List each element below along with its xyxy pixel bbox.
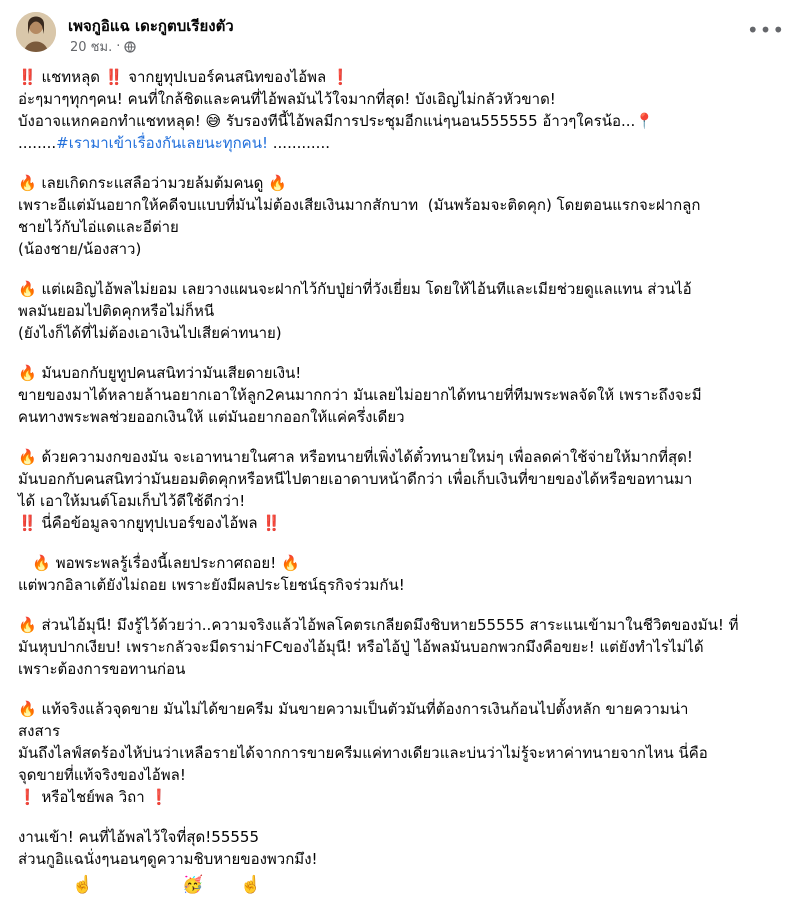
paragraph-2 xyxy=(18,172,783,260)
post-body xyxy=(18,66,783,898)
party-face-emoji: 🥳 xyxy=(182,875,204,895)
post-line: 🔥 มันบอกกับยูทูปคนสนิทว่ามันเสียดายเงิน! xyxy=(18,364,302,382)
post-line: แต่พวกอิลาเต้ยังไม่ถอย เพราะยังมีผลประโยชน์ธุรกิจร่วมกัน! xyxy=(18,576,405,594)
globe-icon xyxy=(124,41,136,53)
post-line: จุดขายที่แท้จริงของไอ้พล! xyxy=(18,766,186,784)
meta-separator: · xyxy=(116,39,121,54)
hashtag-suffix: ............ xyxy=(268,134,330,152)
post-line: ส่วนกูอิแฉนั่งๆนอนๆดูความชิบหายของพวกมึง! xyxy=(18,850,318,868)
hashtag-link[interactable]: #เรามาเข้าเรื่องกันเลยนะทุกคน! xyxy=(56,134,268,152)
post-header xyxy=(16,12,784,60)
post-line: เพราะอีแต่มันอยากให้คดีจบแบบที่มันไม่ต้องเสียเงินมากสักบาท (มันพร้อมจะติดคุก) โดยตอนแรกจะฝากลูก xyxy=(18,196,701,214)
author-avatar[interactable] xyxy=(16,12,56,52)
paragraph-1 xyxy=(18,66,783,154)
post-line: 🔥 ส่วนไอ้มุนี! มึงรู้ไว้ด้วยว่า..ความจริงแล้วไอ้พลโคตรเกลียดมึงชิบหาย55555 สาระแนเข้ามาในชีวิตของมัน! ที่ xyxy=(18,616,739,634)
post-line: 🔥 เลยเกิดกระแสลือว่ามวยล้มต้มคนดู 🔥 xyxy=(18,174,287,192)
paragraph-6 xyxy=(18,552,783,596)
post-line: 🔥 ด้วยความงกของมัน จะเอาทนายในศาล หรือทนายที่เพิ่งได้ตั๋วทนายใหม่ๆ เพื่อลดค่าใช้จ่ายให้มากที่สุด! xyxy=(18,448,693,466)
paragraph-7 xyxy=(18,614,783,680)
post-line: มันบอกกับคนสนิทว่ามันยอมติดคุกหรือหนีไปตายเอาดาบหน้าดีกว่า เพื่อเก็บเงินที่ขายของได้หรือขอทานมา xyxy=(18,470,693,488)
post-line: มันหุบปากเงียบ! เพราะกลัวจะมีดราม่าFCของไอ้มุนี! หรือไอ้ปู่ ไอ้พลมันบอกพวกมึงคือขยะ! แต่ยังทำไรไม่ได้ xyxy=(18,638,704,656)
post-time[interactable]: 20 ชม. xyxy=(70,40,113,55)
hashtag-prefix: ........ xyxy=(18,134,57,152)
pointing-up-emoji: ☝️ xyxy=(72,875,94,895)
post-line: สงสาร xyxy=(18,722,61,740)
post-line: ขายของมาได้หลายล้านอยากเอาให้ลูก2คนมากกว่า มันเลยไม่อยากได้ทนายที่ทีมพระพลจัดให้ เพราะถึงจะมี xyxy=(18,386,702,404)
pointing-up-emoji: ☝️ xyxy=(240,875,262,895)
post-line: (ยังไงก็ได้ที่ไม่ต้องเอาเงินไปเสียค่าทนาย) xyxy=(18,324,282,342)
post-line: ชายไว้กับไอ่แดและอีต่าย xyxy=(18,218,179,236)
post-line: มันถึงไลฟ์สดร้องไห้บ่นว่าเหลือรายได้จากการขายครีมแค่ทางเดียวและบ่นว่าไม่รู้จะหาค่าทนายจากไหน นี่คือ xyxy=(18,744,708,762)
more-options-button[interactable] xyxy=(748,12,784,48)
post-line: 🔥 แท้จริงแล้วจุดขาย มันไม่ได้ขายครีม มันขายความเป็นตัวมันที่ต้องการเงินก้อนไปตั้งหลัก ขายความน่า xyxy=(18,700,689,718)
post-line: (น้องชาย/น้องสาว) xyxy=(18,240,142,258)
author-name[interactable]: เพจกูอิแฉ เดะกูตบเรียงตัว xyxy=(68,17,234,35)
paragraph-3 xyxy=(18,278,783,344)
post-line: เพราะต้องการขอทานก่อน xyxy=(18,660,186,678)
post-line: คนทางพระพลช่วยออกเงินให้ แต่มันอยากออกให้แค่ครึ่งเดียว xyxy=(18,408,405,426)
post-line: 🔥 แต่เผอิญไอ้พลไม่ยอม เลยวางแผนจะฝากไว้กับปู่ย่าที่วังเยี่ยม โดยให้ไอ้นทีและเมียช่วยดูแลแทน ส่วนไอ้ xyxy=(18,280,692,298)
post-line: อ่ะๆมาๆทุกๆคน! คนที่ใกล้ชิดและคนที่ไอ้พลมันไว้ใจมากที่สุด! บังเอิญไม่กลัวหัวขาด! xyxy=(18,90,556,108)
emoji-row xyxy=(18,874,783,898)
more-options-icon: ••• xyxy=(746,18,786,42)
post-line: บังอาจแหกคอกทำแชทหลุด! 😅 รับรองทีนี้ไอ้พลมีการประชุมอีกแน่ๆนอน555555 อ้าวๆใครน้อ...📍 xyxy=(18,112,654,130)
paragraph-4 xyxy=(18,362,783,428)
hashtag-line xyxy=(18,132,783,154)
post-line: ❗ หรือไชย์พล วิถา ❗ xyxy=(18,788,169,806)
post-line: งานเข้า! คนที่ไอ้พลไว้ใจที่สุด!55555 xyxy=(18,828,259,846)
paragraph-9 xyxy=(18,826,783,870)
post-line: ‼️ นี่คือข้อมูลจากยูทุปเบอร์ของไอ้พล ‼️ xyxy=(18,514,281,532)
post-line: 🔥 พอพระพลรู้เรื่องนี้เลยประกาศถอย! 🔥 xyxy=(18,554,300,572)
post-meta xyxy=(70,36,136,57)
post-line: พลมันยอมไปติดคุกหรือไม่ก็หนี xyxy=(18,302,215,320)
post-line: ‼️ แชทหลุด ‼️ จากยูทุปเบอร์คนสนิทของไอ้พล ❗ xyxy=(18,68,350,86)
paragraph-8 xyxy=(18,698,783,808)
post-line: ได้ เอาให้มนต์โอมเก็บไว้ดีใช้ดีกว่า! xyxy=(18,492,246,510)
paragraph-5 xyxy=(18,446,783,534)
